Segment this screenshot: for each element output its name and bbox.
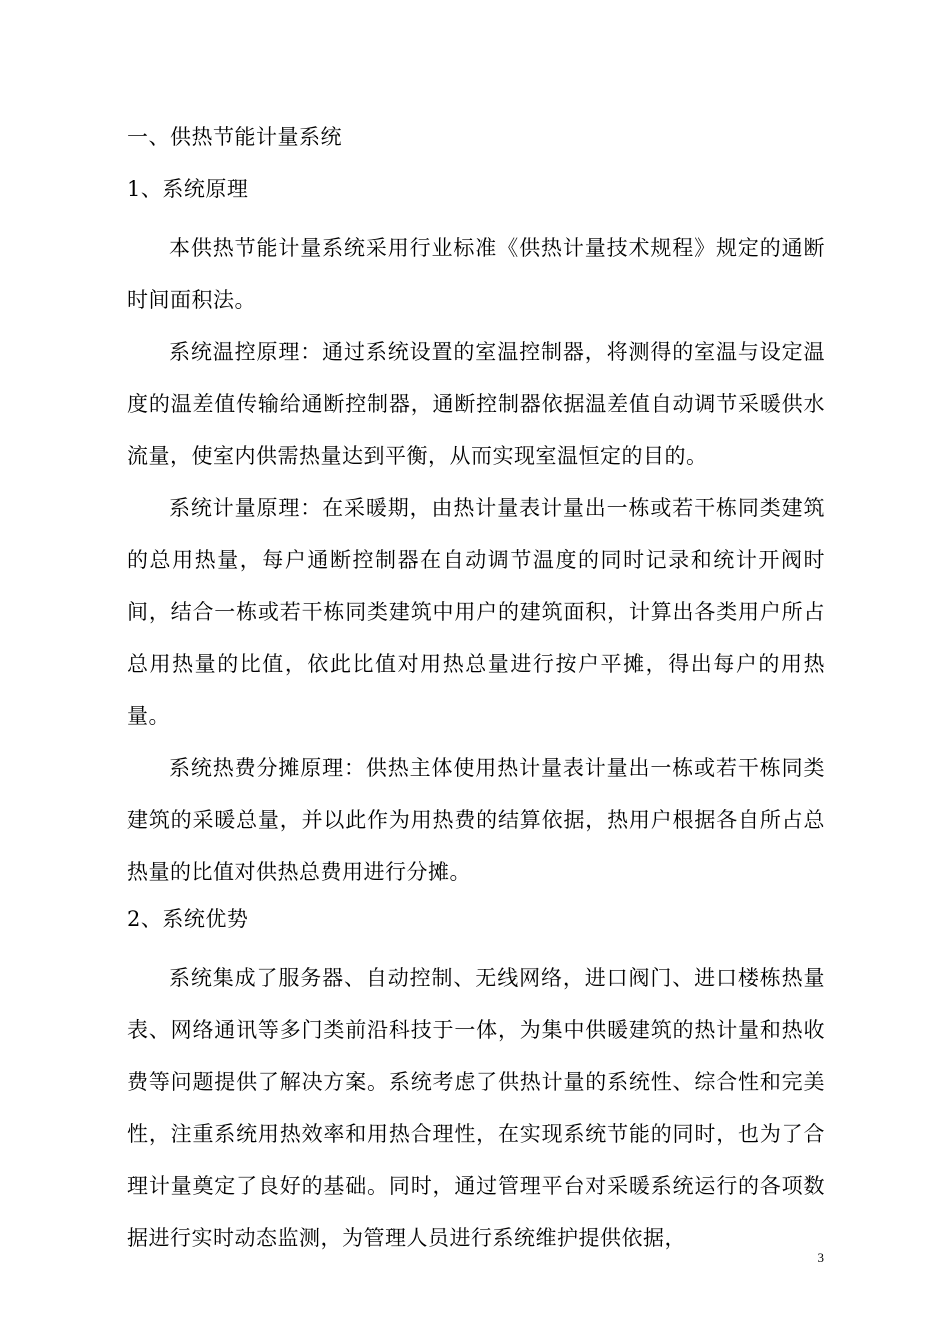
page-number: 3 bbox=[817, 1250, 824, 1265]
subsection-title-principle: 1、系统原理 bbox=[127, 177, 249, 201]
page-content bbox=[127, 118, 825, 1264]
paragraph-cost-allocation: 系统热费分摊原理：供热主体使用热计量表计量出一栋或若干栋同类建筑的采暖总量，并以此作为用热费的结算依据，热用户根据各自所占总热量的比值对供热总费用进行分摊。 bbox=[127, 756, 825, 884]
paragraph-advantages: 系统集成了服务器、自动控制、无线网络，进口阀门、进口楼栋热量表、网络通讯等多门类前沿科技于一体，为集中供暖建筑的热计量和热收费等问题提供了解决方案。系统考虑了供热计量的系统性、综合性和完美性，注重系统用热效率和用热合理性，在实现系统节能的同时，也为了合理计量奠定了良好的基础。同时，通过管理平台对采暖系统运行的各项数据进行实时动态监测，为管理人员进行系统维护提供依据， bbox=[127, 966, 825, 1250]
paragraph-metering: 系统计量原理：在采暖期，由热计量表计量出一栋或若干栋同类建筑的总用热量，每户通断控制器在自动调节温度的同时记录和统计开阀时间，结合一栋或若干栋同类建筑中用户的建筑面积，计算出各类用户所占总用热量的比值，依此比值对用热总量进行按户平摊，得出每户的用热量。 bbox=[127, 496, 825, 728]
section-title: 一、供热节能计量系统 bbox=[127, 125, 342, 149]
paragraph-temperature-control: 系统温控原理：通过系统设置的室温控制器，将测得的室温与设定温度的温差值传输给通断控制器，通断控制器依据温差值自动调节采暖供水流量，使室内供需热量达到平衡，从而实现室温恒定的目的。 bbox=[127, 340, 825, 468]
paragraph-intro: 本供热节能计量系统采用行业标准《供热计量技术规程》规定的通断时间面积法。 bbox=[127, 236, 825, 312]
subsection-title-advantages: 2、系统优势 bbox=[127, 907, 249, 931]
